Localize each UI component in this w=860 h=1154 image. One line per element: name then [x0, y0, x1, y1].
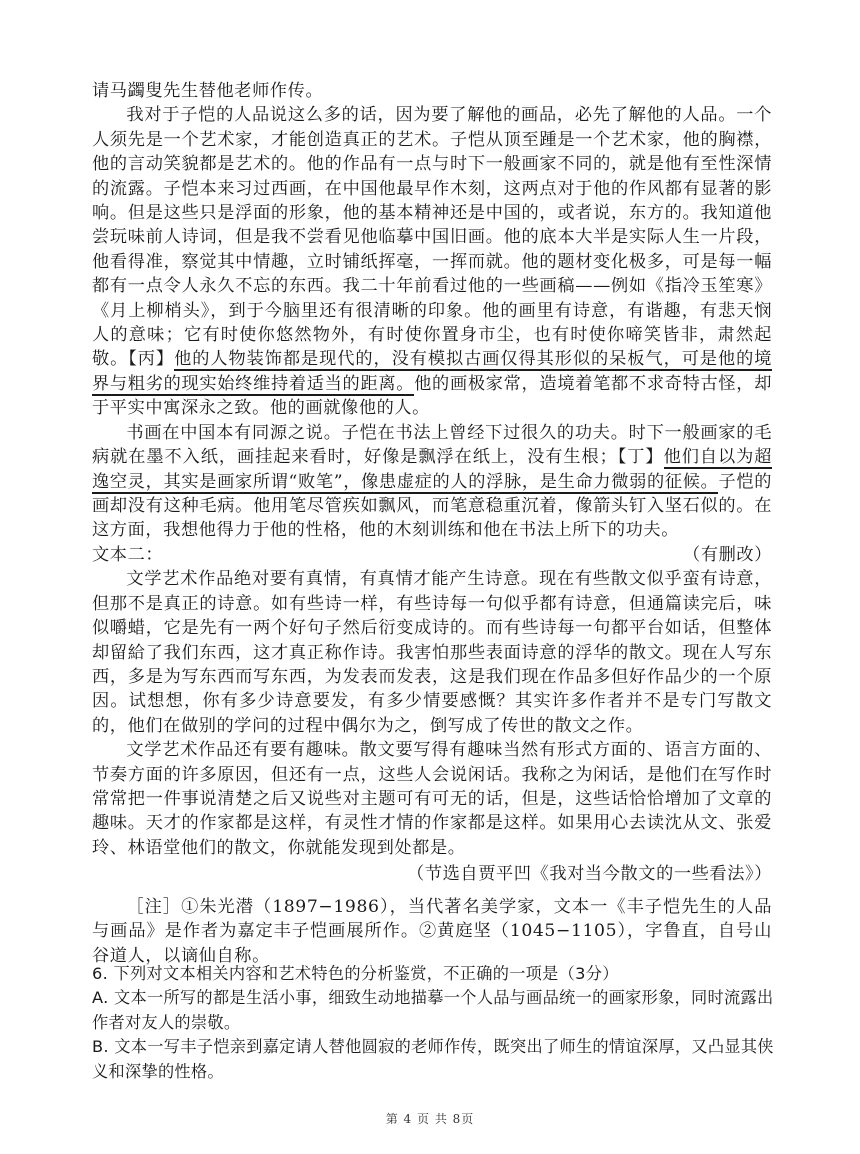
text-two-heading: 文本二：: [92, 545, 164, 565]
option-a: A. 文本一所写的都是生活小事，细致生动地描摹一个人品与画品统一的画家形象，同时流露出作者对友人的崇敬。: [92, 988, 774, 1032]
option-b: B. 文本一写丰子恺亲到嘉定请人替他圆寂的老师作传，既突出了师生的情谊深厚，又凸显其侠义和深挚的性格。: [92, 1037, 774, 1081]
paragraph-calligraphy: [92, 421, 772, 543]
source-citation: （节选自贾平凹《我对当今散文的一些看法》）: [407, 864, 772, 885]
edited-note: （有删改）: [683, 544, 772, 565]
paragraph-body: 我对于子恺的人品说这么多的话，因为要了解他的画品，必先了解他的人品。一个人须先是一个艺术家，才能创造真正的艺术。子恺从顶至踵是一个艺术家，他的胸襟，他的言动笑貌都是艺术的。他的作品有一点与时下一般画家不同的，就是他有至性深情的流露。子恺本来习过西画，在中国他最早作木刻，这两点对于他的作风都有显著的影响。但是这些只是浮面的形象，他的基本精神还是中国的，或者说，东方的。我知道他尝玩味前人诗词，但是我不尝看见他临摹中国旧画。他的底本大半是实际人生一片段，他看得准，察觉其中情趣，立时铺纸挥毫，一挥而就。他的题材变化极多，可是每一幅都有一点令人永久不忘的东西。我二十年前看过他的一些画稿——例如《指冷玉笙寒》《月上柳梢头》，到于今脑里还有很清晰的印象。他的画里有诗意，有谐趣，有悲天悯人的意味；它有时使你悠然物外，有时使你置身市尘，也有时使你啼笑皆非，肃然起敬。: [92, 105, 773, 370]
page-footer: 第 4 页 共 8页: [385, 1112, 475, 1126]
question-stem: 6. 下列对文本相关内容和艺术特色的分析鉴赏，不正确的一项是（3分）: [92, 964, 619, 983]
footnote: ［注］①朱光潜（1897−1986），当代著名美学家，文本一《丰子恺先生的人品与画品》是作者为嘉定丰子恺画展所作。②黄庭坚（1045−1105），字鲁直，自号山谷道人，以谪仙自称。: [92, 896, 772, 966]
underlined-sentence-bing: 他的人物装饰都是现代的，没有模拟古画仅得其形似的呆板气，可是他的境界与粗劣的现实始终维持着适当的距离。: [92, 349, 772, 394]
paragraph-sincerity: 文学艺术作品绝对要有真情，有真情才能产生诗意。现在有些散文似乎蛮有诗意，但那不是真正的诗意。如有些诗一样，有些诗每一句似乎都有诗意，但通篇读完后，味似嚼蜡，它是先有一两个好句子然后衍变成诗的。而有些诗每一句都平台如话，但整体却留給了我们东西，这才真正称作诗。我害怕那些表面诗意的浮华的散文。现在人写东西，多是为写东西而写东西，为发表而发表，这是我们现在作品多但好作品少的一个原因。试想想，你有多少诗意要发，有多少情要感慨？其实许多作者并不是专门写散文的，他们在做别的学问的过程中偶尔为之，倒写成了传世的散文之作。: [92, 569, 772, 736]
underlined-sentence-ding: 他们自以为超逸空灵，其实是画家所谓“败笔”，像患虚症的人的浮脉，是生命力微弱的征候。: [92, 447, 772, 492]
paragraph-interest: 文学艺术作品还有要有趣味。散文要写得有趣味当然有形式方面的、语言方面的、节奏方面的许多原因，但还有一点，这些人会说闲话。我称之为闲话，是他们在写作时常常把一件事说清楚之后又说些对主题可有可无的话，但是，这些话恰恰增加了文章的趣味。天才的作家都是这样，有灵性才情的作家都是这样。如果用心去读沈从文、张爱玲、林语堂他们的散文，你就能发现到处都是。: [92, 740, 772, 858]
marker-bing: 【丙】: [128, 349, 175, 370]
paragraph-end: 他的画极家常，造境着笔都不求奇特古怪，却于平实中寓深永之致。他的画就像他的人。: [92, 373, 772, 419]
question-six: [92, 962, 782, 1084]
marker-ding: 【丁】: [617, 447, 664, 468]
paragraph-end: 子恺的画却没有这种毛病。他用笔尽管疾如飘风，而笔意稳重沉着，像箭头钉入坚石似的。在这方面，我想他得力于他的性格，他的木刻训练和他在书法上所下的功夫。: [92, 471, 772, 541]
paragraph-body: 书画在中国本有同源之说。子恺在书法上曾经下过很久的功夫。时下一般画家的毛病就在墨不入纸，画挂起来看时，好像是飘浮在纸上，没有生根；: [92, 422, 772, 468]
text-two: [92, 543, 772, 968]
intro-line: 请马蠲叟先生替他老师作传。: [92, 81, 324, 101]
paragraph-character: [92, 103, 772, 420]
text-one: [92, 79, 772, 567]
